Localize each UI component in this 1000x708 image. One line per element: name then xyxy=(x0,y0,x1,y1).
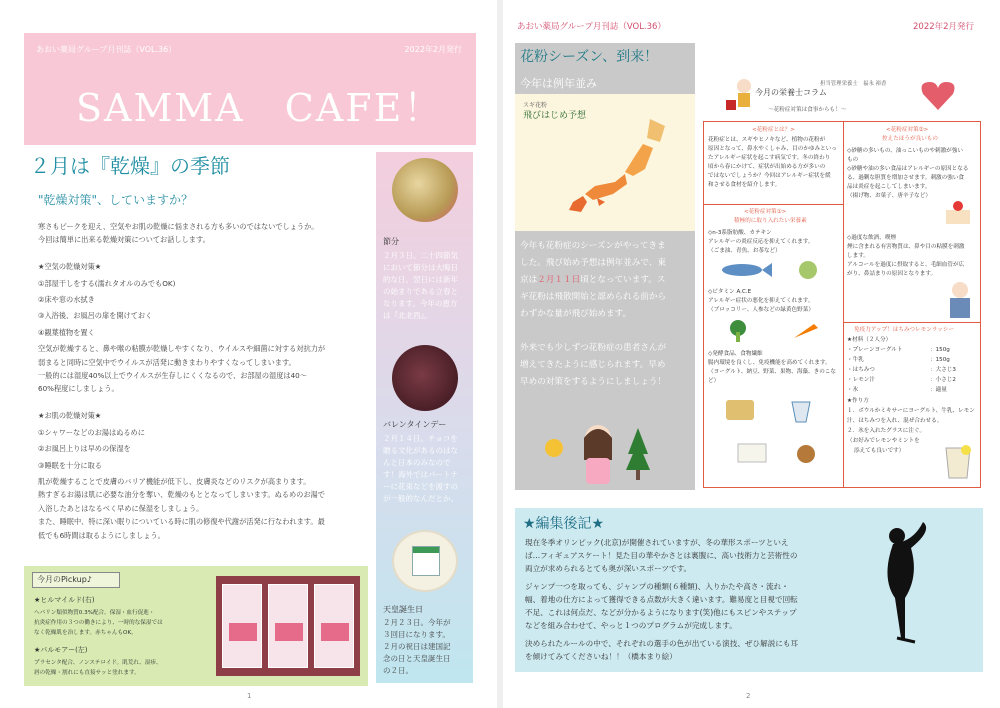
sidebar-line: は『北北西』。 xyxy=(383,311,432,320)
cell-subheading: 積極的に取り入れたい栄養素 xyxy=(734,218,807,224)
steps-heading: ★作り方 xyxy=(847,398,869,404)
setsubun-title: 節分 xyxy=(383,237,399,246)
sidebar-line: ２月３日。二十四節気 xyxy=(383,251,458,260)
note-line: ジャンプ一つを取っても、ジャンプの種類(６種類)、入りかたや高さ・流れ・ xyxy=(525,582,789,591)
nutrient-title: ◇n-3系脂肪酸、カテキン xyxy=(708,230,772,236)
cell-line: 腸内環境を良くし、免疫機能を高めてくれます。 xyxy=(708,360,831,366)
cell-line: ど） xyxy=(708,378,720,384)
valentine-text xyxy=(383,433,473,505)
cake-icon xyxy=(942,198,976,228)
page-subheadline: "乾燥対策"、していますか？ xyxy=(38,193,194,207)
article-line: 入浴したあとはなるべく早めに保湿をしましょう。 xyxy=(38,503,204,513)
cell-line: 品は炎症を起こしてしまいます。 xyxy=(847,184,931,190)
cell-heading: <花粉症とは？> xyxy=(752,127,795,133)
page-headline: ２月は『乾燥』の季節 xyxy=(30,154,230,178)
ingredient-qty: ：150g xyxy=(930,347,950,353)
cell-line: たアレルギー症状を起こす病気です。冬の終わり xyxy=(708,155,831,161)
sidebar-line: が一般的なんだとか。 xyxy=(383,494,458,503)
article-line: ①部屋干しをする(濡れタオルのみでもOK) xyxy=(38,278,176,288)
table-divider xyxy=(843,322,981,323)
pickup-box xyxy=(24,566,368,686)
fish-and-tea-icon xyxy=(718,258,838,282)
cell-line: ◇過度な飲酒、喫煙 xyxy=(847,235,897,241)
cell-line: （ごま油、青魚、お茶など） xyxy=(708,248,781,254)
cell-heading: <花粉症対策①> xyxy=(744,209,787,215)
pickup-item-1-desc: なく乾燥肌を治します。赤ちゃんもOK。 xyxy=(34,630,137,636)
article-line: 一般的には湿度40%以上でウイルスが生存しにくくなるので、お部屋の湿度は40～ xyxy=(38,371,307,381)
cell-line: ◇砂糖や油の多い食品はアレルギーの原因となる xyxy=(847,166,969,172)
ingredient-qty: ：150g xyxy=(930,357,950,363)
broccoli-carrot-icon xyxy=(724,318,834,344)
editors-note-title: ★編集後記★ xyxy=(523,516,605,532)
ingredient-qty: ：小さじ2 xyxy=(930,377,956,383)
sidebar-line: の始まりである立春と xyxy=(383,287,458,296)
article-line: 空気が乾燥すると、鼻や喉の粘膜が乾燥しやすくなり、ウイルスや細菌に対する対抗力が xyxy=(38,344,326,354)
highlight-date: ２月１１日 xyxy=(537,275,581,285)
column-title: 今月の栄養士コラム xyxy=(755,88,827,97)
masthead xyxy=(24,33,476,145)
pickup-item-1-desc: ヘパリン類似物質0.3%配合。保湿・血行促進・ xyxy=(34,610,155,616)
sidebar-line: す！海外ではパートナ xyxy=(383,470,458,479)
cell-line: ではないでしょうか？今回はアレルギー症状を緩 xyxy=(708,173,831,179)
sneezing-girl-illustration xyxy=(538,420,668,486)
pollen-title: 花粉シーズン、到来！ xyxy=(520,49,659,65)
article-line xyxy=(38,396,360,409)
cell-line: アレルギー症状の悪化を抑えてくれます。 xyxy=(708,298,814,304)
cell-line: アレルギーの炎症反応を抑えてくれます。 xyxy=(708,239,814,245)
japan-map-icon xyxy=(555,114,685,224)
cell-line: （ヨーグルト、納豆、野菜、果物、海藻、きのこな xyxy=(708,369,836,375)
article-line: ③入浴後、お風呂の扉を開けておく xyxy=(38,311,153,321)
ingredient-qty: ：大さじ3 xyxy=(930,367,956,373)
newsletter-title: SAMMA CAFE！ xyxy=(76,86,444,130)
issue-date: 2022年2月発行 xyxy=(404,45,462,54)
nutrition-table xyxy=(703,121,981,488)
article-line: 熱すぎるお湯は肌に必要な油分を奪い、乾燥のもととなってしまいます。ぬるめのお湯で xyxy=(38,490,325,500)
setsubun-beans-photo xyxy=(392,158,458,222)
ingredient-name: ・氷 xyxy=(847,387,859,393)
sidebar-line: ２月の祝日は建国記 xyxy=(383,642,451,651)
pickup-item-2-desc: 唇の乾燥・割れにも直接サッと塗れます。 xyxy=(34,670,140,676)
recipe-step: 汁、はちみつを入れ、混ぜ合わせる。 xyxy=(847,418,943,424)
article-line: ②お風呂上りは早めの保湿を xyxy=(38,444,131,454)
article-line xyxy=(38,247,360,260)
nutrient-title: ◇ビタミン A.C.E xyxy=(708,289,752,295)
publication-name: あおい薬局グループ月刊誌（VOL.36） xyxy=(517,22,666,32)
cell-line: ◇砂糖の多いもの、油っこいものや刺激が強い xyxy=(847,148,963,154)
sidebar-line: なります。今年の恵方 xyxy=(383,299,458,308)
pollen-text-line: 増えてきたように感じられます。早め xyxy=(520,360,666,370)
cell-line: がり、鼻詰まりの原因となります。 xyxy=(847,271,937,277)
article-line: 60%程度にしましょう。 xyxy=(38,384,119,394)
publication-name: あおい薬局グループ月刊誌（VOL.36） xyxy=(36,45,177,54)
recipe-step: 添えても良いです） xyxy=(854,448,905,454)
article-line: ①シャワーなどのお湯はぬるめに xyxy=(38,427,145,437)
sidebar-line: ２月１４日。チョコを xyxy=(383,434,458,443)
sidebar-line: んと日本のみなので xyxy=(383,458,451,467)
pollen-forecast-map xyxy=(515,94,695,231)
sidebar-line: において節分は大晦日 xyxy=(383,263,458,272)
sidebar-line: ３回目になります。 xyxy=(383,630,450,639)
pollen-text-line: 外来でも少しずつ花粉症の患者さんが xyxy=(520,343,667,353)
pollen-text-line: 京は２月１１日頃となっています。ス xyxy=(520,275,666,285)
pollen-text-line: した。飛び始め予想は例年並みで、東 xyxy=(520,258,666,268)
article-line: また、睡眠中、特に深い眠りについている時に肌の修復や代謝が活発に行なわれます。最 xyxy=(38,517,325,527)
sidebar-line: ２月２３日。今年が xyxy=(383,618,451,627)
note-line: 両立が求められるとても奥が深いスポーツです。 xyxy=(525,564,692,573)
cell-line: 頃から春にかけて、症状が出始める方が多いの xyxy=(708,164,826,170)
article-line: 低でも6時間は取るようにしましょう。 xyxy=(38,530,165,540)
sidebar-line: 的な日。翌日には新年 xyxy=(383,275,458,284)
pickup-item-2-name: ★パルモアー(左) xyxy=(34,646,88,654)
heart-character-icon xyxy=(920,78,956,112)
recipe-step: （お好みでレモンやミントを xyxy=(847,438,920,444)
pickup-title: 今月のPickup♪ xyxy=(32,572,120,588)
nutrient-title: ◇発酵食品、食物繊維 xyxy=(708,351,763,357)
pickup-item-1-name: ★ヒルマイルド(右) xyxy=(34,596,95,604)
cell-line: （揚げ物、お菓子、唐辛子など） xyxy=(847,193,931,199)
table-divider xyxy=(704,204,843,205)
note-line: 決められたルールの中で、それぞれの選手の色が出ている演技、ぜひ解説にも耳 xyxy=(525,639,799,648)
sidebar-line: ーに花束などを渡すの xyxy=(383,482,458,491)
pollen-text-line: 早めの対策をするようにしましょう！ xyxy=(520,377,667,387)
pollen-text-line: 今年も花粉症のシーズンがやってきま xyxy=(520,241,666,251)
recipe-serves: ★材料（２人分） xyxy=(847,337,892,343)
cell-line: 原因となって、鼻水やくしゃみ、目のかゆみといっ xyxy=(708,146,837,152)
article-line: 弱まると同時に空気中でウイルスが活発に動きまわりやすくなってしまいます。 xyxy=(38,357,296,367)
note-line: 不足、これは何点だ、などが分かるようになります(笑)他にもスピンやステップ xyxy=(525,608,797,617)
sidebar-line: 贈る文化があるのはな xyxy=(383,446,458,455)
cell-line: （ブロッコリー、人参などの緑黄色野菜） xyxy=(708,307,814,313)
map-small-title: スギ花粉 xyxy=(523,102,548,109)
ingredient-name: ・はちみつ xyxy=(847,367,875,373)
chocolate-photo xyxy=(392,345,458,411)
article-line: ★空気の乾燥対策★ xyxy=(38,262,102,272)
product-photo xyxy=(216,576,360,676)
pollen-subtitle: 今年は例年並み xyxy=(520,77,597,90)
issue-date: 2022年2月発行 xyxy=(913,22,975,32)
pickup-item-1-desc: 抗炎症作用の３つの働きにより、一時的な保湿では xyxy=(34,620,163,626)
column-subtitle: ～花粉症対策は食事からも！～ xyxy=(768,107,847,113)
recipe-step: １．ボウルかミキサーにヨーグルト、牛乳、レモン xyxy=(847,408,975,414)
note-line: を傾けてみてくださいね！！（橋本まり絵） xyxy=(525,652,677,661)
setsubun-text xyxy=(383,250,473,322)
calendar-icon xyxy=(392,530,458,592)
table-divider xyxy=(843,122,844,487)
cell-line: もの xyxy=(847,157,859,163)
dryness-article xyxy=(38,220,360,542)
article-line: ★お肌の乾燥対策★ xyxy=(38,411,102,421)
article-line: ②床や窓の水拭き xyxy=(38,295,95,305)
article-line: 寒さもピークを迎え、空気やお肌の乾燥に悩まされる方も多いのではないでしょうか。 xyxy=(38,222,319,231)
cell-line: アルコールを過度に摂取すると、毛細血管が広 xyxy=(847,262,965,268)
man-smoking-icon xyxy=(940,280,978,320)
article-line: 今回は簡単に出来る乾燥対策についてお話しします。 xyxy=(38,235,210,245)
recipe-title: 免疫力アップ！はちみつレモンラッシー xyxy=(854,327,955,333)
note-line: 現在冬季オリンピック(北京)が開催されていますが、冬の華形スポーツといえ xyxy=(525,538,789,547)
cell-line: 花粉症とは、スギやヒノキなど、植物の花粉が xyxy=(708,137,826,143)
page-number-1: 1 xyxy=(247,692,252,700)
note-line: 幅、着地の仕方によって獲得できる点数が大きく違います。難易度と目視で回転 xyxy=(525,595,798,604)
pollen-text-line: わずかな量が飛び始めます。 xyxy=(520,309,632,319)
cell-line: します。 xyxy=(847,253,869,259)
note-line: ば…フィギュアスケート！見た目の華やかさとは裏腹に、高い技術力と芸術性の xyxy=(525,551,798,560)
cell-subheading: 控えたほうが良いもの xyxy=(882,136,938,142)
ingredient-name: ・レモン汁 xyxy=(847,377,875,383)
lassi-glass-icon xyxy=(940,442,976,482)
pickup-item-2-desc: プラセンタ配合、ノンステロイド。肌荒れ、湿疹、 xyxy=(34,660,162,666)
article-line: ④観葉植物を置く xyxy=(38,327,95,337)
ingredient-qty: ：適量 xyxy=(930,387,947,393)
emperor-birthday-text xyxy=(383,617,473,677)
figure-skater-silhouette-icon xyxy=(875,518,945,658)
article-line: 肌が乾燥することで皮膚のバリア機能が低下し、皮膚炎などのリスクが高まります。 xyxy=(38,476,311,486)
emperor-birthday-title: 天皇誕生日 xyxy=(383,605,423,614)
ingredient-name: ・プレーンヨーグルト xyxy=(847,347,903,353)
page-number-2: 2 xyxy=(746,692,751,700)
sidebar-line: 念の日と天皇誕生日 xyxy=(383,654,451,663)
cell-heading: <花粉症対策②> xyxy=(886,127,929,133)
column-author: 担当管理栄養士 福永 裕香 xyxy=(820,81,887,87)
recipe-step: ２．氷を入れたグラスに注ぐ。 xyxy=(847,428,926,434)
article-line: ③睡眠を十分に取る xyxy=(38,460,102,470)
cell-line: る、過剰な胆質を増加させます。刺激の強い食 xyxy=(847,175,965,181)
ingredient-name: ・牛乳 xyxy=(847,357,864,363)
map-title: 飛びはじめ予想 xyxy=(523,111,587,121)
valentine-title: バレンタインデー xyxy=(383,420,447,429)
sidebar-line: の２日。 xyxy=(383,666,413,675)
note-line: などを組み合わせて、やっと１つのプログラムが完成します。 xyxy=(525,621,737,630)
editors-note xyxy=(515,508,983,672)
cell-line: 煙に含まれる有害物質は、鼻や目の粘膜を刺激 xyxy=(847,244,965,250)
cell-line: 和させる食材を紹介します。 xyxy=(708,182,781,188)
pollen-text-line: ギ花粉は飛散開始と認められる前から xyxy=(520,292,667,302)
fermented-foods-icon xyxy=(714,392,839,482)
